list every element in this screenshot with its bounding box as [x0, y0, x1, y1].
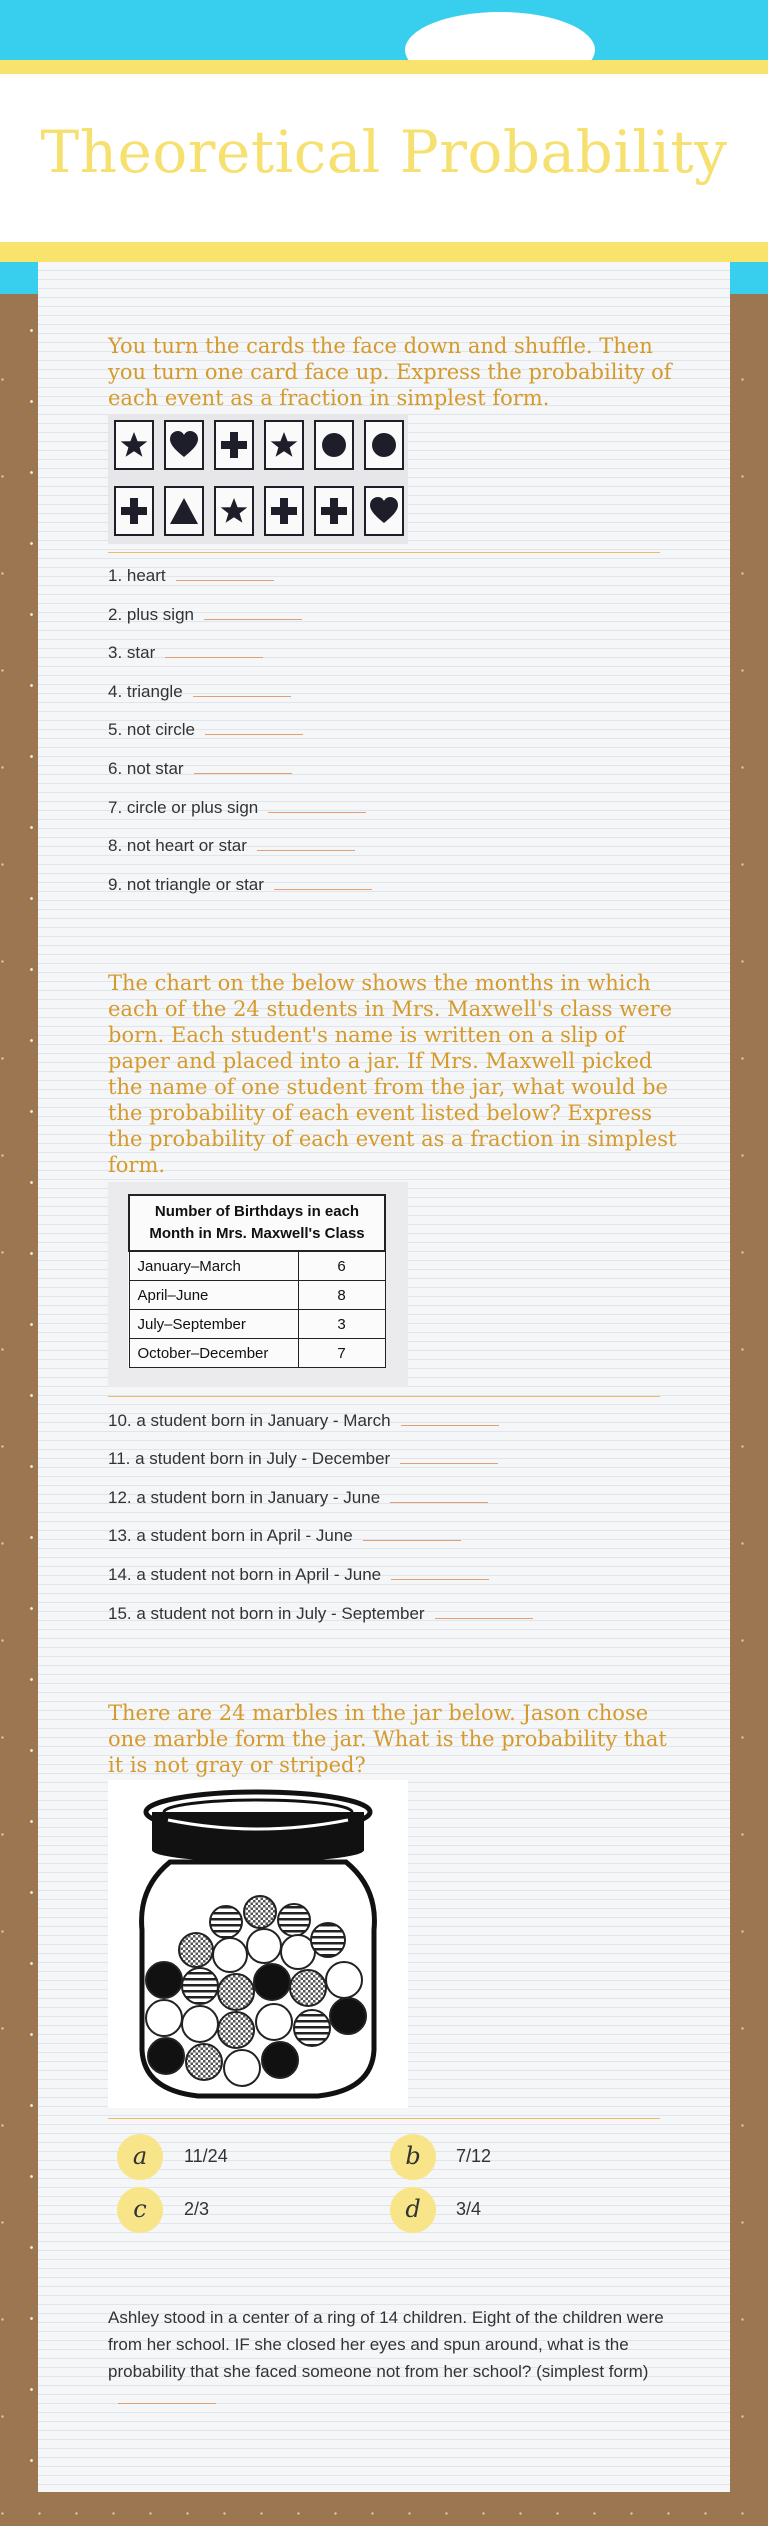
- answer-blank[interactable]: [400, 1451, 498, 1464]
- circle-icon: [370, 431, 398, 459]
- table-row: October–December 7: [129, 1339, 385, 1368]
- birthday-table: [128, 1194, 386, 1368]
- plus-icon: [220, 431, 248, 459]
- option-a-badge[interactable]: a: [117, 2134, 163, 2180]
- question-8: 8. not heart or star: [108, 836, 355, 856]
- section1-divider: [108, 552, 660, 553]
- question-5: 5. not circle: [108, 720, 303, 740]
- question-3: 3. star: [108, 643, 263, 663]
- question-6: 6. not star: [108, 759, 292, 779]
- option-b-text[interactable]: 7/12: [456, 2146, 492, 2166]
- question-1: 1. heart: [108, 566, 274, 586]
- question-7: 7. circle or plus sign: [108, 798, 366, 818]
- answer-blank[interactable]: [118, 2391, 216, 2404]
- section2-heading: The chart on the below shows the months in which each of the 24 students in Mrs. Maxwell's class were born. Each student's name is written on a slip of paper and placed into a jar. If Mrs. Maxwell picked the name of one student from the jar, what would be the probability of each event listed below? Express the probability of each event as a fraction in simplest form.: [108, 971, 677, 1177]
- plus-icon: [120, 497, 148, 525]
- card: [364, 486, 404, 536]
- answer-blank[interactable]: [391, 1567, 489, 1580]
- option-b-badge[interactable]: b: [390, 2134, 436, 2180]
- question-4: 4. triangle: [108, 682, 291, 702]
- option-c-badge[interactable]: c: [117, 2187, 163, 2233]
- answer-blank[interactable]: [165, 645, 263, 658]
- question-9: 9. not triangle or star: [108, 875, 372, 895]
- card: [214, 420, 254, 470]
- jar-icon: [108, 1780, 408, 2108]
- answer-blank[interactable]: [194, 761, 292, 774]
- answer-blank[interactable]: [274, 877, 372, 890]
- triangle-icon: [170, 497, 198, 525]
- question-13: 13. a student born in April - June: [108, 1526, 461, 1546]
- star-icon: [270, 431, 298, 459]
- page-title: Theoretical Probability: [40, 118, 728, 186]
- answer-blank[interactable]: [257, 838, 355, 851]
- answer-blank[interactable]: [401, 1413, 499, 1426]
- star-icon: [220, 497, 248, 525]
- card: [364, 420, 404, 470]
- plus-icon: [320, 497, 348, 525]
- answer-blank[interactable]: [204, 607, 302, 620]
- question-11: 11. a student born in July - December: [108, 1449, 498, 1469]
- answer-blank[interactable]: [193, 684, 291, 697]
- cards-image: [108, 414, 408, 544]
- question-12: 12. a student born in January - June: [108, 1488, 488, 1508]
- section4-question: Ashley stood in a center of a ring of 14 children. Eight of the children were from her school. IF she closed her eyes and spun around, what is the probability that she faced someone not from her school? (simplest form): [108, 2304, 668, 2412]
- top-blue-band: [0, 0, 768, 60]
- question-2: 2. plus sign: [108, 605, 302, 625]
- card: [164, 486, 204, 536]
- card: [314, 486, 354, 536]
- answer-blank[interactable]: [435, 1606, 533, 1619]
- heart-icon: [170, 431, 198, 459]
- answer-blank[interactable]: [390, 1490, 488, 1503]
- card: [214, 486, 254, 536]
- marble-jar-image: [108, 1780, 408, 2108]
- star-icon: [120, 431, 148, 459]
- answer-blank[interactable]: [268, 800, 366, 813]
- question-14: 14. a student not born in April - June: [108, 1565, 489, 1585]
- answer-blank[interactable]: [176, 568, 274, 581]
- bottom-yellow-stripe: [0, 242, 768, 262]
- question-10: 10. a student born in January - March: [108, 1411, 499, 1431]
- card: [314, 420, 354, 470]
- table-row: January–March 6: [129, 1251, 385, 1281]
- option-c-text[interactable]: 2/3: [184, 2199, 210, 2219]
- section2-divider: [108, 1396, 660, 1397]
- card: [114, 486, 154, 536]
- birthday-table-image: [108, 1182, 408, 1387]
- table-row: July–September 3: [129, 1310, 385, 1339]
- option-d-text[interactable]: 3/4: [456, 2199, 482, 2219]
- card: [264, 420, 304, 470]
- section1-heading: You turn the cards the face down and shuffle. Then you turn one card face up. Express the probability of each event as a fraction in simplest form.: [108, 334, 672, 410]
- question-15: 15. a student not born in July - September: [108, 1604, 533, 1624]
- circle-icon: [320, 431, 348, 459]
- card: [164, 420, 204, 470]
- option-d-badge[interactable]: d: [390, 2187, 436, 2233]
- option-a-text[interactable]: 11/24: [184, 2146, 228, 2166]
- heart-icon: [370, 497, 398, 525]
- section3-heading: There are 24 marbles in the jar below. Jason chose one marble form the jar. What is the probability that it is not gray or striped?: [108, 1701, 667, 1777]
- top-yellow-stripe: [0, 60, 768, 74]
- card: [264, 486, 304, 536]
- table-title: Number of Birthdays in each Month in Mrs. Maxwell's Class: [129, 1195, 385, 1251]
- section3-divider: [108, 2118, 660, 2119]
- table-row: April–June 8: [129, 1281, 385, 1310]
- card: [114, 420, 154, 470]
- answer-blank[interactable]: [205, 722, 303, 735]
- answer-blank[interactable]: [363, 1528, 461, 1541]
- plus-icon: [270, 497, 298, 525]
